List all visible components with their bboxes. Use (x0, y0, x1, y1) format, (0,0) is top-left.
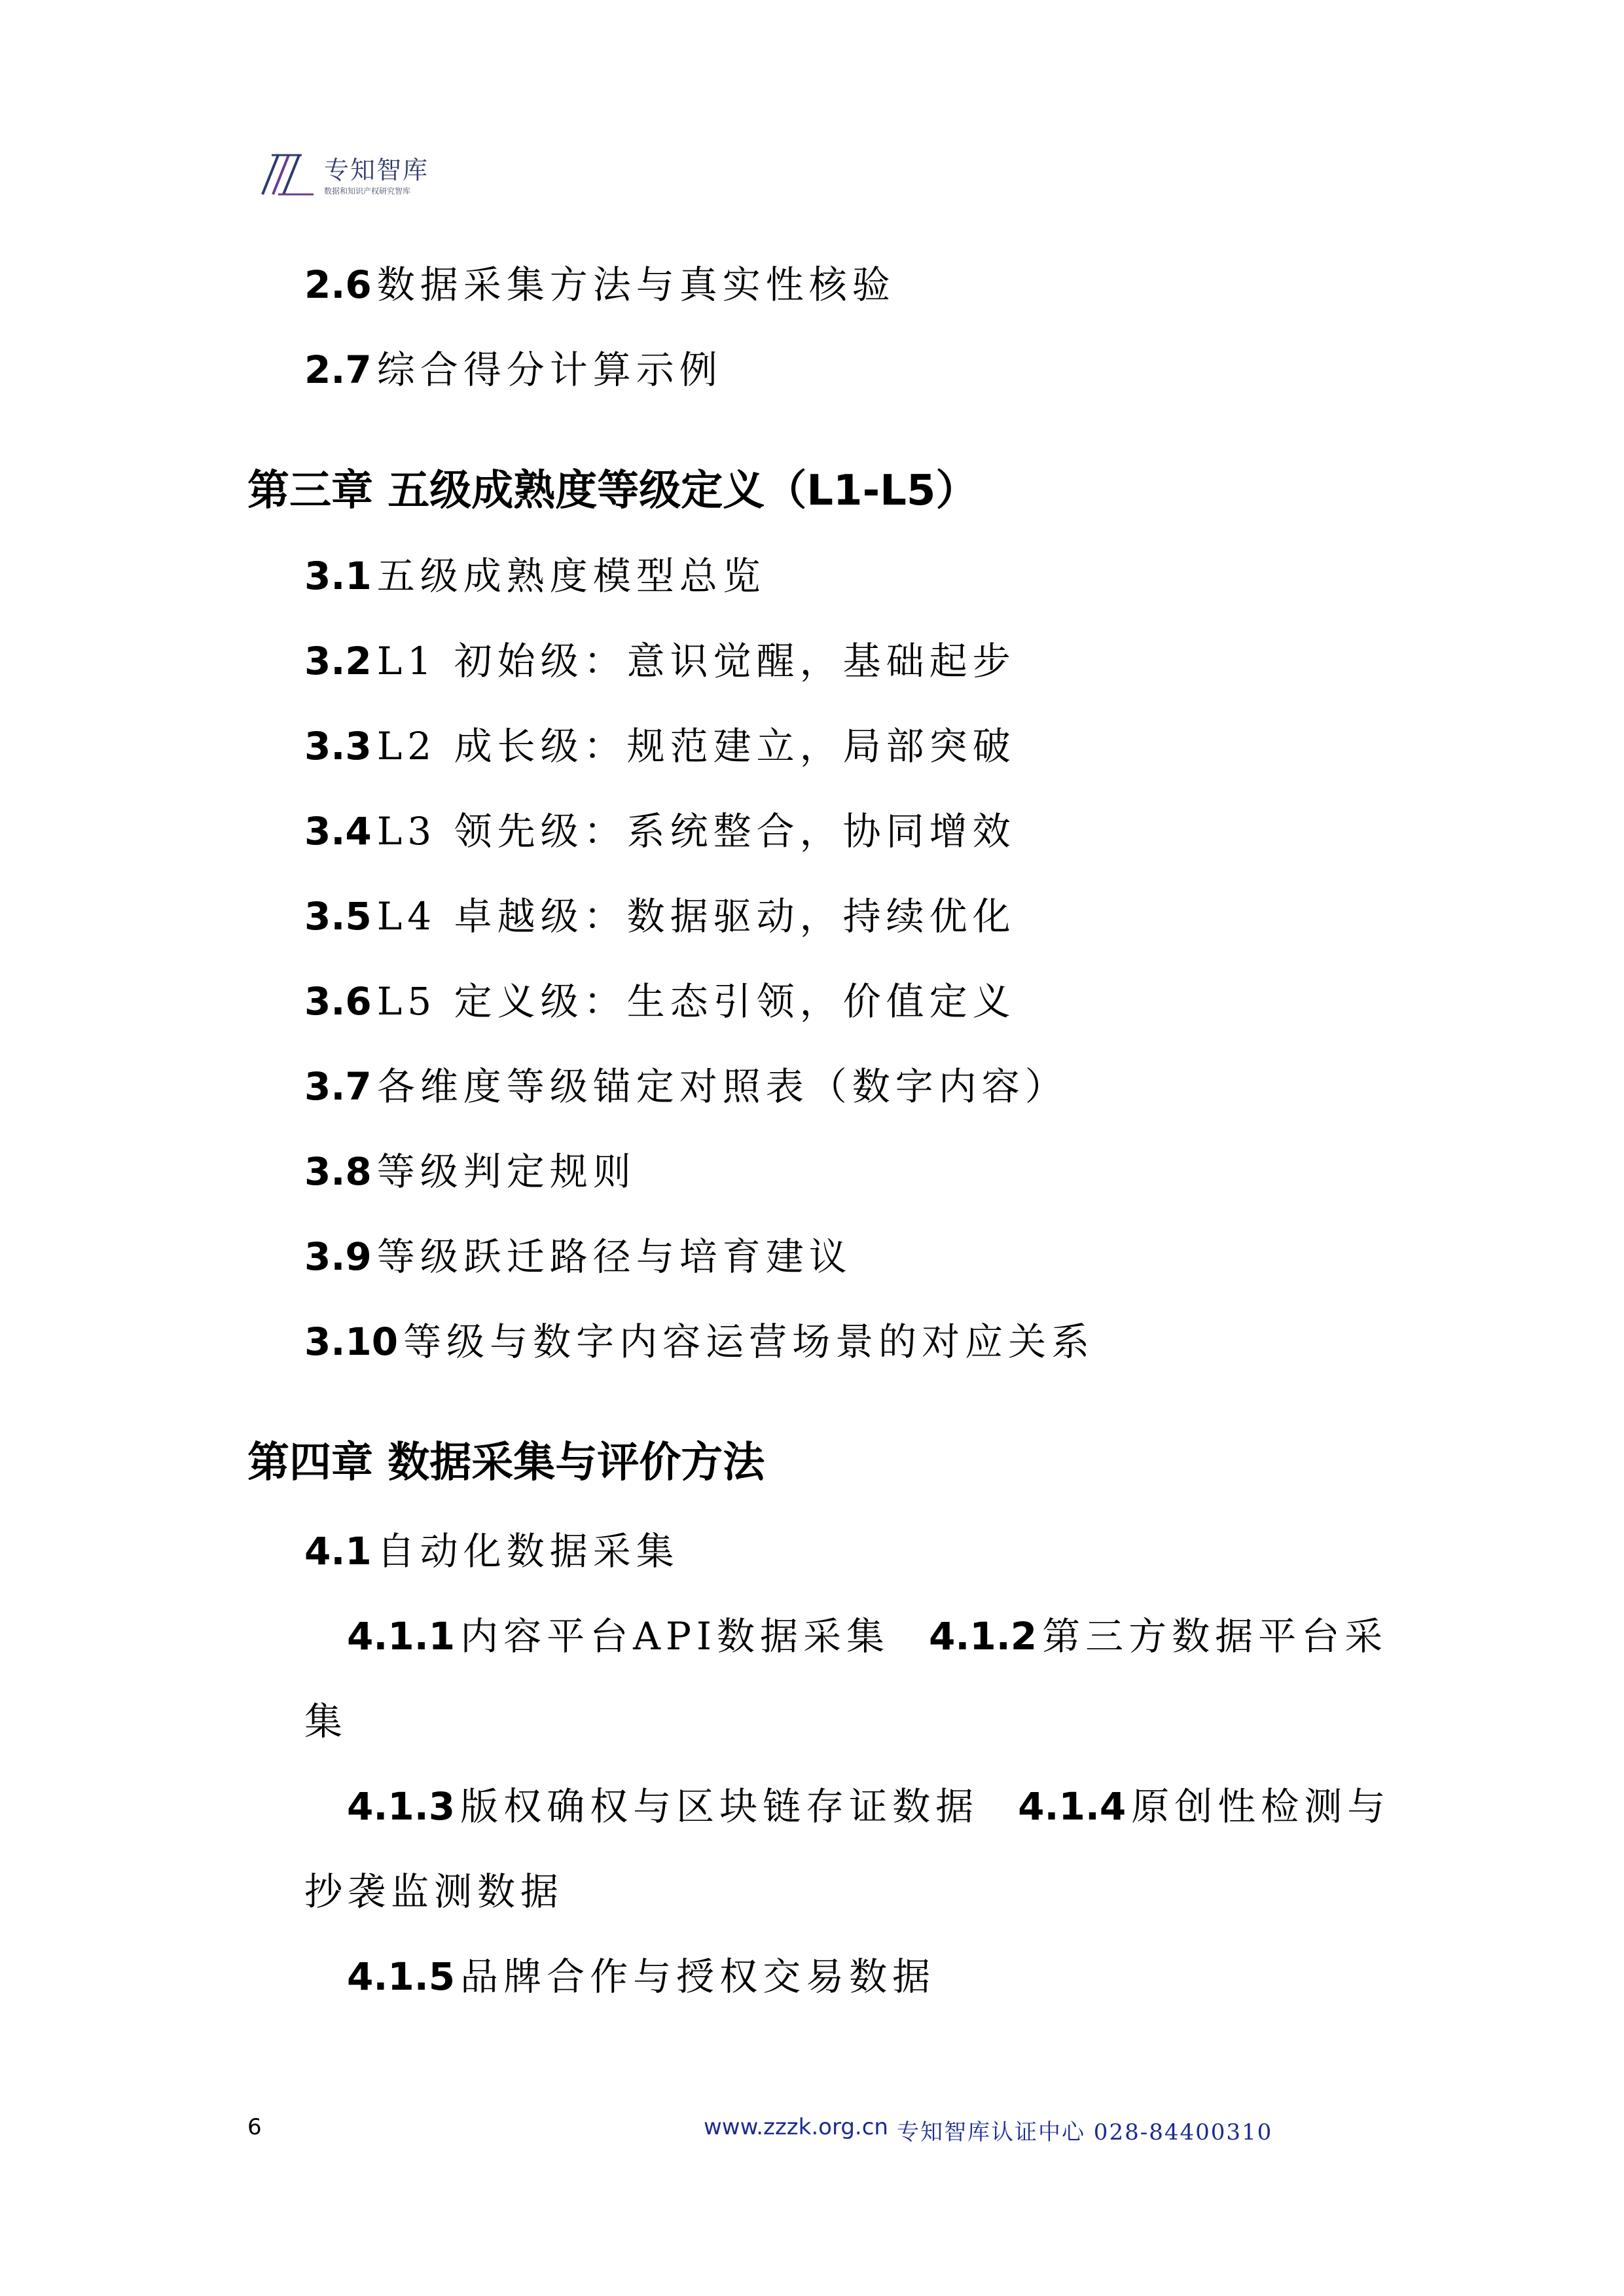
toc-num: 3.8 (304, 1149, 372, 1194)
toc-text: L3 领先级：系统整合，协同增效 (376, 809, 1016, 853)
toc-item-4-1 (304, 1525, 679, 1577)
chapter-3-title: 第三章 五级成熟度等级定义（L1-L5） (247, 467, 978, 515)
logo-subtitle: 数据和知识产权研究智库 (324, 187, 411, 196)
toc-text: L1 初始级：意识觉醒，基础起步 (376, 639, 1016, 683)
toc-text: 综合得分计算示例 (376, 348, 723, 392)
toc-text: 第三方数据平台采 (1042, 1614, 1388, 1659)
toc-text: 内容平台API数据采集 (460, 1614, 890, 1659)
page-number: 6 (247, 2114, 262, 2140)
toc-num: 3.10 (304, 1319, 399, 1364)
toc-text: 自动化数据采集 (376, 1529, 679, 1573)
toc-num: 3.3 (304, 724, 372, 768)
toc-text: 版权确权与区块链存证数据 (460, 1784, 979, 1829)
toc-item-4-1-4-continued (304, 1865, 564, 1918)
toc-num: 4.1 (304, 1529, 372, 1573)
footer-url-link[interactable]: www.zzzk.org.cn (704, 2114, 888, 2140)
footer-org-contact: 专知智库认证中心 028-84400310 (897, 2119, 1273, 2145)
logo (259, 147, 468, 206)
toc-num: 2.6 (304, 262, 372, 307)
chapter-4-title: 第四章 数据采集与评价方法 (247, 1439, 765, 1487)
toc-text: 五级成熟度模型总览 (376, 554, 766, 598)
toc-text: 集 (304, 1699, 348, 1744)
toc-num: 3.2 (304, 639, 372, 683)
toc-num: 4.1.4 (1018, 1784, 1127, 1829)
toc-text: 品牌合作与授权交易数据 (460, 1954, 936, 1999)
logo-mark-icon (259, 152, 316, 197)
toc-num: 2.7 (304, 348, 372, 392)
toc-item-3-6 (304, 975, 1016, 1028)
toc-item-4-1-2-continued (304, 1695, 348, 1748)
toc-item-2-6 (304, 259, 895, 311)
toc-num: 3.6 (304, 979, 372, 1024)
toc-item-4-1-3-and-4-1-4 (347, 1780, 1390, 1833)
toc-text: L2 成长级：规范建立，局部突破 (376, 724, 1016, 768)
toc-item-2-7 (304, 344, 723, 396)
toc-num: 3.1 (304, 554, 372, 598)
toc-text: L4 卓越级：数据驱动，持续优化 (376, 894, 1016, 939)
toc-num: 4.1.5 (347, 1954, 456, 1999)
toc-text: 抄袭监测数据 (304, 1869, 564, 1914)
toc-text: L5 定义级：生态引领，价值定义 (376, 979, 1016, 1024)
toc-num: 4.1.1 (347, 1614, 456, 1659)
logo-title: 专知智库 (324, 156, 429, 185)
toc-item-4-1-5 (347, 1950, 935, 2003)
toc-item-3-7 (304, 1060, 1068, 1113)
toc-text: 各维度等级锚定对照表（数字内容） (376, 1064, 1068, 1109)
toc-text: 原创性检测与 (1131, 1784, 1391, 1829)
toc-item-3-10 (304, 1316, 1094, 1368)
toc-num: 3.9 (304, 1234, 372, 1279)
toc-item-3-5 (304, 890, 1016, 942)
toc-item-3-3 (304, 720, 1016, 772)
toc-text: 等级与数字内容运营场景的对应关系 (403, 1319, 1095, 1364)
toc-num: 4.1.2 (928, 1614, 1038, 1659)
toc-item-3-4 (304, 805, 1016, 857)
toc-num: 3.5 (304, 894, 372, 939)
toc-num: 3.7 (304, 1064, 372, 1109)
toc-item-3-1 (304, 550, 766, 602)
toc-num: 4.1.3 (347, 1784, 456, 1829)
toc-text: 等级判定规则 (376, 1149, 636, 1194)
toc-item-3-9 (304, 1230, 852, 1283)
toc-item-4-1-1-and-4-1-2 (347, 1610, 1388, 1662)
toc-item-3-8 (304, 1145, 636, 1198)
toc-num: 3.4 (304, 809, 372, 853)
toc-text: 数据采集方法与真实性核验 (376, 262, 895, 307)
toc-item-3-2 (304, 635, 1016, 687)
toc-text: 等级跃迁路径与培育建议 (376, 1234, 852, 1279)
